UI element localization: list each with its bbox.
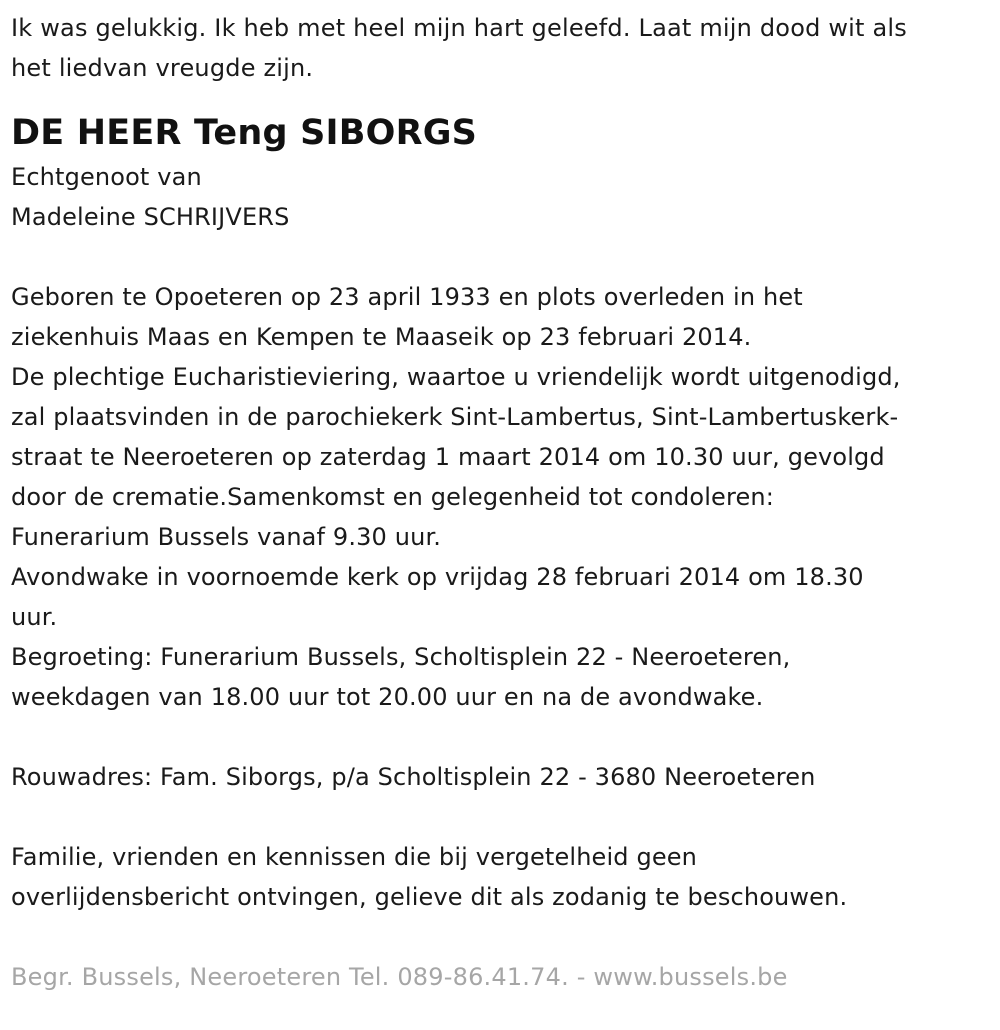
deceased-name: DE HEER Teng SIBORGS (11, 113, 478, 153)
details-line: Avondwake in voornoemde kerk op vrijdag 28 februari 2014 om 18.30 (11, 563, 864, 591)
family-note (11, 837, 989, 917)
spacer (11, 717, 989, 757)
details-line: Begroeting: Funerarium Bussels, Scholtisplein 22 - Neeroeteren, (11, 643, 791, 671)
details-line: weekdagen van 18.00 uur tot 20.00 uur en na de avondwake. (11, 683, 764, 711)
details-line: uur. (11, 603, 58, 631)
family-note-line: Familie, vrienden en kennissen die bij vergetelheid geen (11, 843, 698, 871)
details-line: straat te Neeroeteren op zaterdag 1 maart 2014 om 10.30 uur, gevolgd (11, 443, 885, 471)
mourning-address: Rouwadres: Fam. Siborgs, p/a Scholtisplein 22 - 3680 Neeroeteren (11, 763, 816, 791)
details-line: De plechtige Eucharistieviering, waartoe u vriendelijk wordt uitgenodigd, (11, 363, 901, 391)
motto-line: het liedvan vreugde zijn. (11, 54, 314, 82)
details-line: Geboren te Opoeteren op 23 april 1933 en plots overleden in het (11, 283, 803, 311)
spouse-name: Madeleine SCHRIJVERS (11, 203, 290, 231)
funeral-details (11, 277, 989, 717)
details-line: zal plaatsvinden in de parochiekerk Sint-Lambertus, Sint-Lambertuskerk- (11, 403, 899, 431)
spouse-relation (11, 157, 989, 237)
details-line: Funerarium Bussels vanaf 9.30 uur. (11, 523, 442, 551)
spacer (11, 797, 989, 837)
motto-quote (11, 8, 989, 88)
relation-label: Echtgenoot van (11, 163, 202, 191)
family-note-line: overlijdensbericht ontvingen, gelieve dit als zodanig te beschouwen. (11, 883, 848, 911)
details-line: door de crematie.Samenkomst en gelegenheid tot condoleren: (11, 483, 774, 511)
motto-line: Ik was gelukkig. Ik heb met heel mijn hart geleefd. Laat mijn dood wit als (11, 14, 907, 42)
details-line: ziekenhuis Maas en Kempen te Maaseik op 23 februari 2014. (11, 323, 752, 351)
funeral-home-footer: Begr. Bussels, Neeroeteren Tel. 089-86.41.74. - www.bussels.be (11, 963, 788, 991)
spacer (11, 237, 989, 277)
